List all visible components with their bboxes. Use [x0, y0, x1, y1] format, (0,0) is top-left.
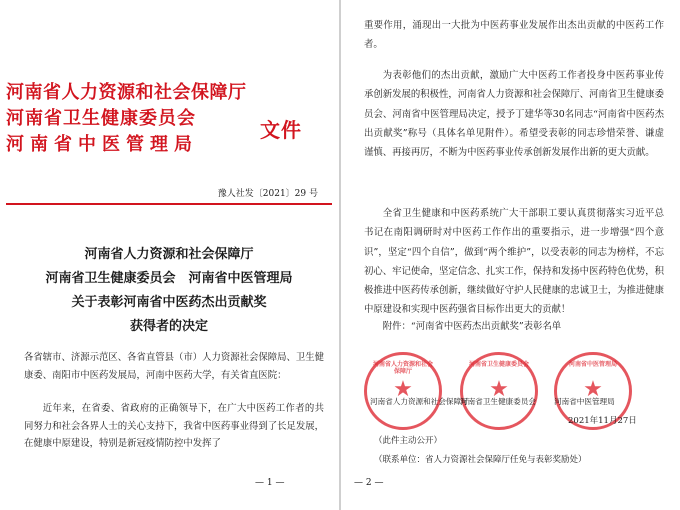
page-one	[0, 0, 338, 510]
document-number: 豫人社发〔2021〕29 号	[217, 189, 318, 199]
official-seal-hrss	[364, 352, 442, 430]
page-divider	[339, 0, 341, 510]
official-seal-health-commission	[460, 352, 538, 430]
signature-health-commission: 河南省卫生健康委员会	[460, 397, 536, 406]
star-icon: ★	[393, 377, 413, 402]
decision-title-line-3: 关于表彰河南省中医药杰出贡献奖	[71, 295, 267, 310]
award-paragraph: 为表彰他们的杰出贡献，激励广大中医药工作者投身中医药事业传承创新发展的积极性，河南省人力资源和社会保障厅、河南省卫生健康委员会、河南省中医管理局决定，授予丁建华等30名同志“河南省中医药杰出贡献奖”称号（具体名单见附件）。希望受表彰的同志珍惜荣誉、谦虚谨慎、再接再厉，不断为中医药事业传承创新发展作出新的更大贡献。	[364, 70, 665, 159]
decision-title-line-1: 河南省人力资源和社会保障厅	[84, 247, 254, 262]
decision-title-line-2: 河南省卫生健康委员会 河南省中医管理局	[45, 271, 293, 286]
red-divider-line	[6, 203, 332, 205]
star-icon: ★	[583, 377, 603, 402]
page-number: — 1 —	[255, 478, 285, 488]
star-icon: ★	[489, 377, 509, 402]
seal-text: 河南省人力资源和社会保障厅	[372, 361, 433, 375]
addressee-paragraph: 各省辖市、济源示范区、各省直管县（市）人力资源社会保障局、卫生健康委、南阳市中医药发展局，河南中医药大学，有关省直医院：	[24, 352, 325, 381]
attachment-note: 附件：“河南省中医药杰出贡献奖”表彰名单	[382, 321, 562, 332]
seal-text: 河南省卫生健康委员会	[468, 361, 529, 368]
continuation-paragraph: 重要作用，涌现出一大批为中医药事业发展作出杰出贡献的中医药工作者。	[364, 20, 664, 51]
decision-title-line-4: 获得者的决定	[129, 319, 208, 334]
header-line-health-commission: 河南省卫生健康委员会	[6, 108, 196, 129]
header-line-hrss: 河南省人力资源和社会保障厅	[6, 82, 247, 103]
body-paragraph: 近年来，在省委、省政府的正确领导下，在广大中医药工作者的共同努力和社会各界人士的关心支持下，我省中医药事业得到了长足发展，在健康中原建设，特别是新冠疫情防控中发挥了	[24, 403, 325, 449]
header-document-suffix: 文件	[260, 118, 302, 142]
page-two	[342, 0, 680, 510]
seal-text: 河南省中医管理局	[568, 361, 617, 368]
page-number: — 2 —	[354, 478, 384, 488]
header-line-tcm-bureau: 河南省中医管理局	[6, 134, 198, 155]
contact-unit: （联系单位：省人力资源社会保障厅任免与表彰奖励处）	[374, 455, 587, 465]
signature-tcm-bureau: 河南省中医管理局	[554, 397, 615, 406]
issue-date: 2021年11月27日	[568, 416, 637, 426]
public-release-note: （此件主动公开）	[374, 436, 443, 446]
signature-hrss: 河南省人力资源和社会保障厅	[370, 397, 469, 406]
call-to-action-paragraph: 全省卫生健康和中医药系统广大干部职工要认真贯彻落实习近平总书记在南阳调研时对中医药工作作出的重要指示，进一步增强“四个意识”，坚定“四个自信”，做到“两个维护”，以受表彰的同志为榜样，不忘初心、牢记使命，坚定信念、扎实工作，保持和发扬中医药特色优势，积极推进中医药传承创新，继续做好守护人民健康的忠诚卫士，为推进健康中原建设和实现中医药强省目标作出更大的贡献！	[364, 208, 665, 316]
